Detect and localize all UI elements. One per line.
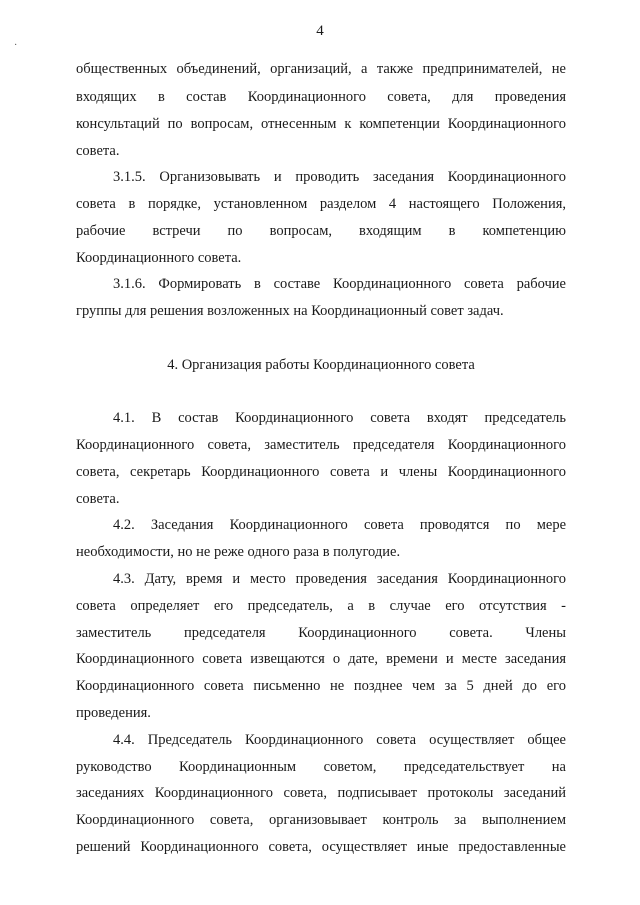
text-line: проведения. [76, 705, 151, 721]
scan-speck: · [14, 40, 18, 51]
text-line: заместитель председателя Координационного совета. Члены [76, 625, 566, 641]
text-line: Координационного совета. [76, 250, 242, 266]
text-line: группы для решения возложенных на Координационный совет задач. [76, 303, 504, 319]
section-heading: 4. Организация работы Координационного совета [167, 357, 475, 373]
text-line: Координационного совета, организовывает контроль за выполнением [76, 812, 566, 828]
text-line: руководство Координационным советом, председательствует на [76, 759, 566, 775]
text-line: общественных объединений, организаций, а также предпринимателей, не [76, 61, 566, 77]
text-line: Координационного совета извещаются о дате, времени и месте заседания [76, 651, 566, 667]
text-line: 3.1.5. Организовывать и проводить заседания Координационного [113, 169, 566, 185]
text-line: совета, секретарь Координационного совета и члены Координационного [76, 464, 566, 480]
text-line: совета в порядке, установленном разделом 4 настоящего Положения, [76, 196, 566, 212]
text-line: рабочие встречи по вопросам, входящим в компетенцию [76, 223, 566, 239]
text-line: 4.1. В состав Координационного совета входят председатель [113, 410, 566, 426]
text-line: необходимости, но не реже одного раза в полугодие. [76, 544, 401, 560]
text-line: заседаниях Координационного совета, подписывает протоколы заседаний [76, 785, 566, 801]
text-line: совета. [76, 143, 120, 159]
text-line: консультаций по вопросам, отнесенным к компетенции Координационного [76, 116, 566, 132]
text-line: совета. [76, 491, 120, 507]
text-line: 4.4. Председатель Координационного совета осуществляет общее [113, 732, 566, 748]
text-line: входящих в состав Координационного совета, для проведения [76, 89, 566, 105]
text-line: совета определяет его председатель, а в случае его отсутствия - [76, 598, 566, 614]
text-line: Координационного совета, заместитель председателя Координационного [76, 437, 566, 453]
text-line: решений Координационного совета, осуществляет иные предоставленные [76, 839, 566, 855]
text-line: 3.1.6. Формировать в составе Координационного совета рабочие [113, 276, 566, 292]
text-line: Координационного совета письменно не позднее чем за 5 дней до его [76, 678, 566, 694]
page-number: 4 [316, 23, 324, 39]
text-line: 4.2. Заседания Координационного совета проводятся по мере [113, 517, 566, 533]
text-line: 4.3. Дату, время и место проведения заседания Координационного [113, 571, 566, 587]
